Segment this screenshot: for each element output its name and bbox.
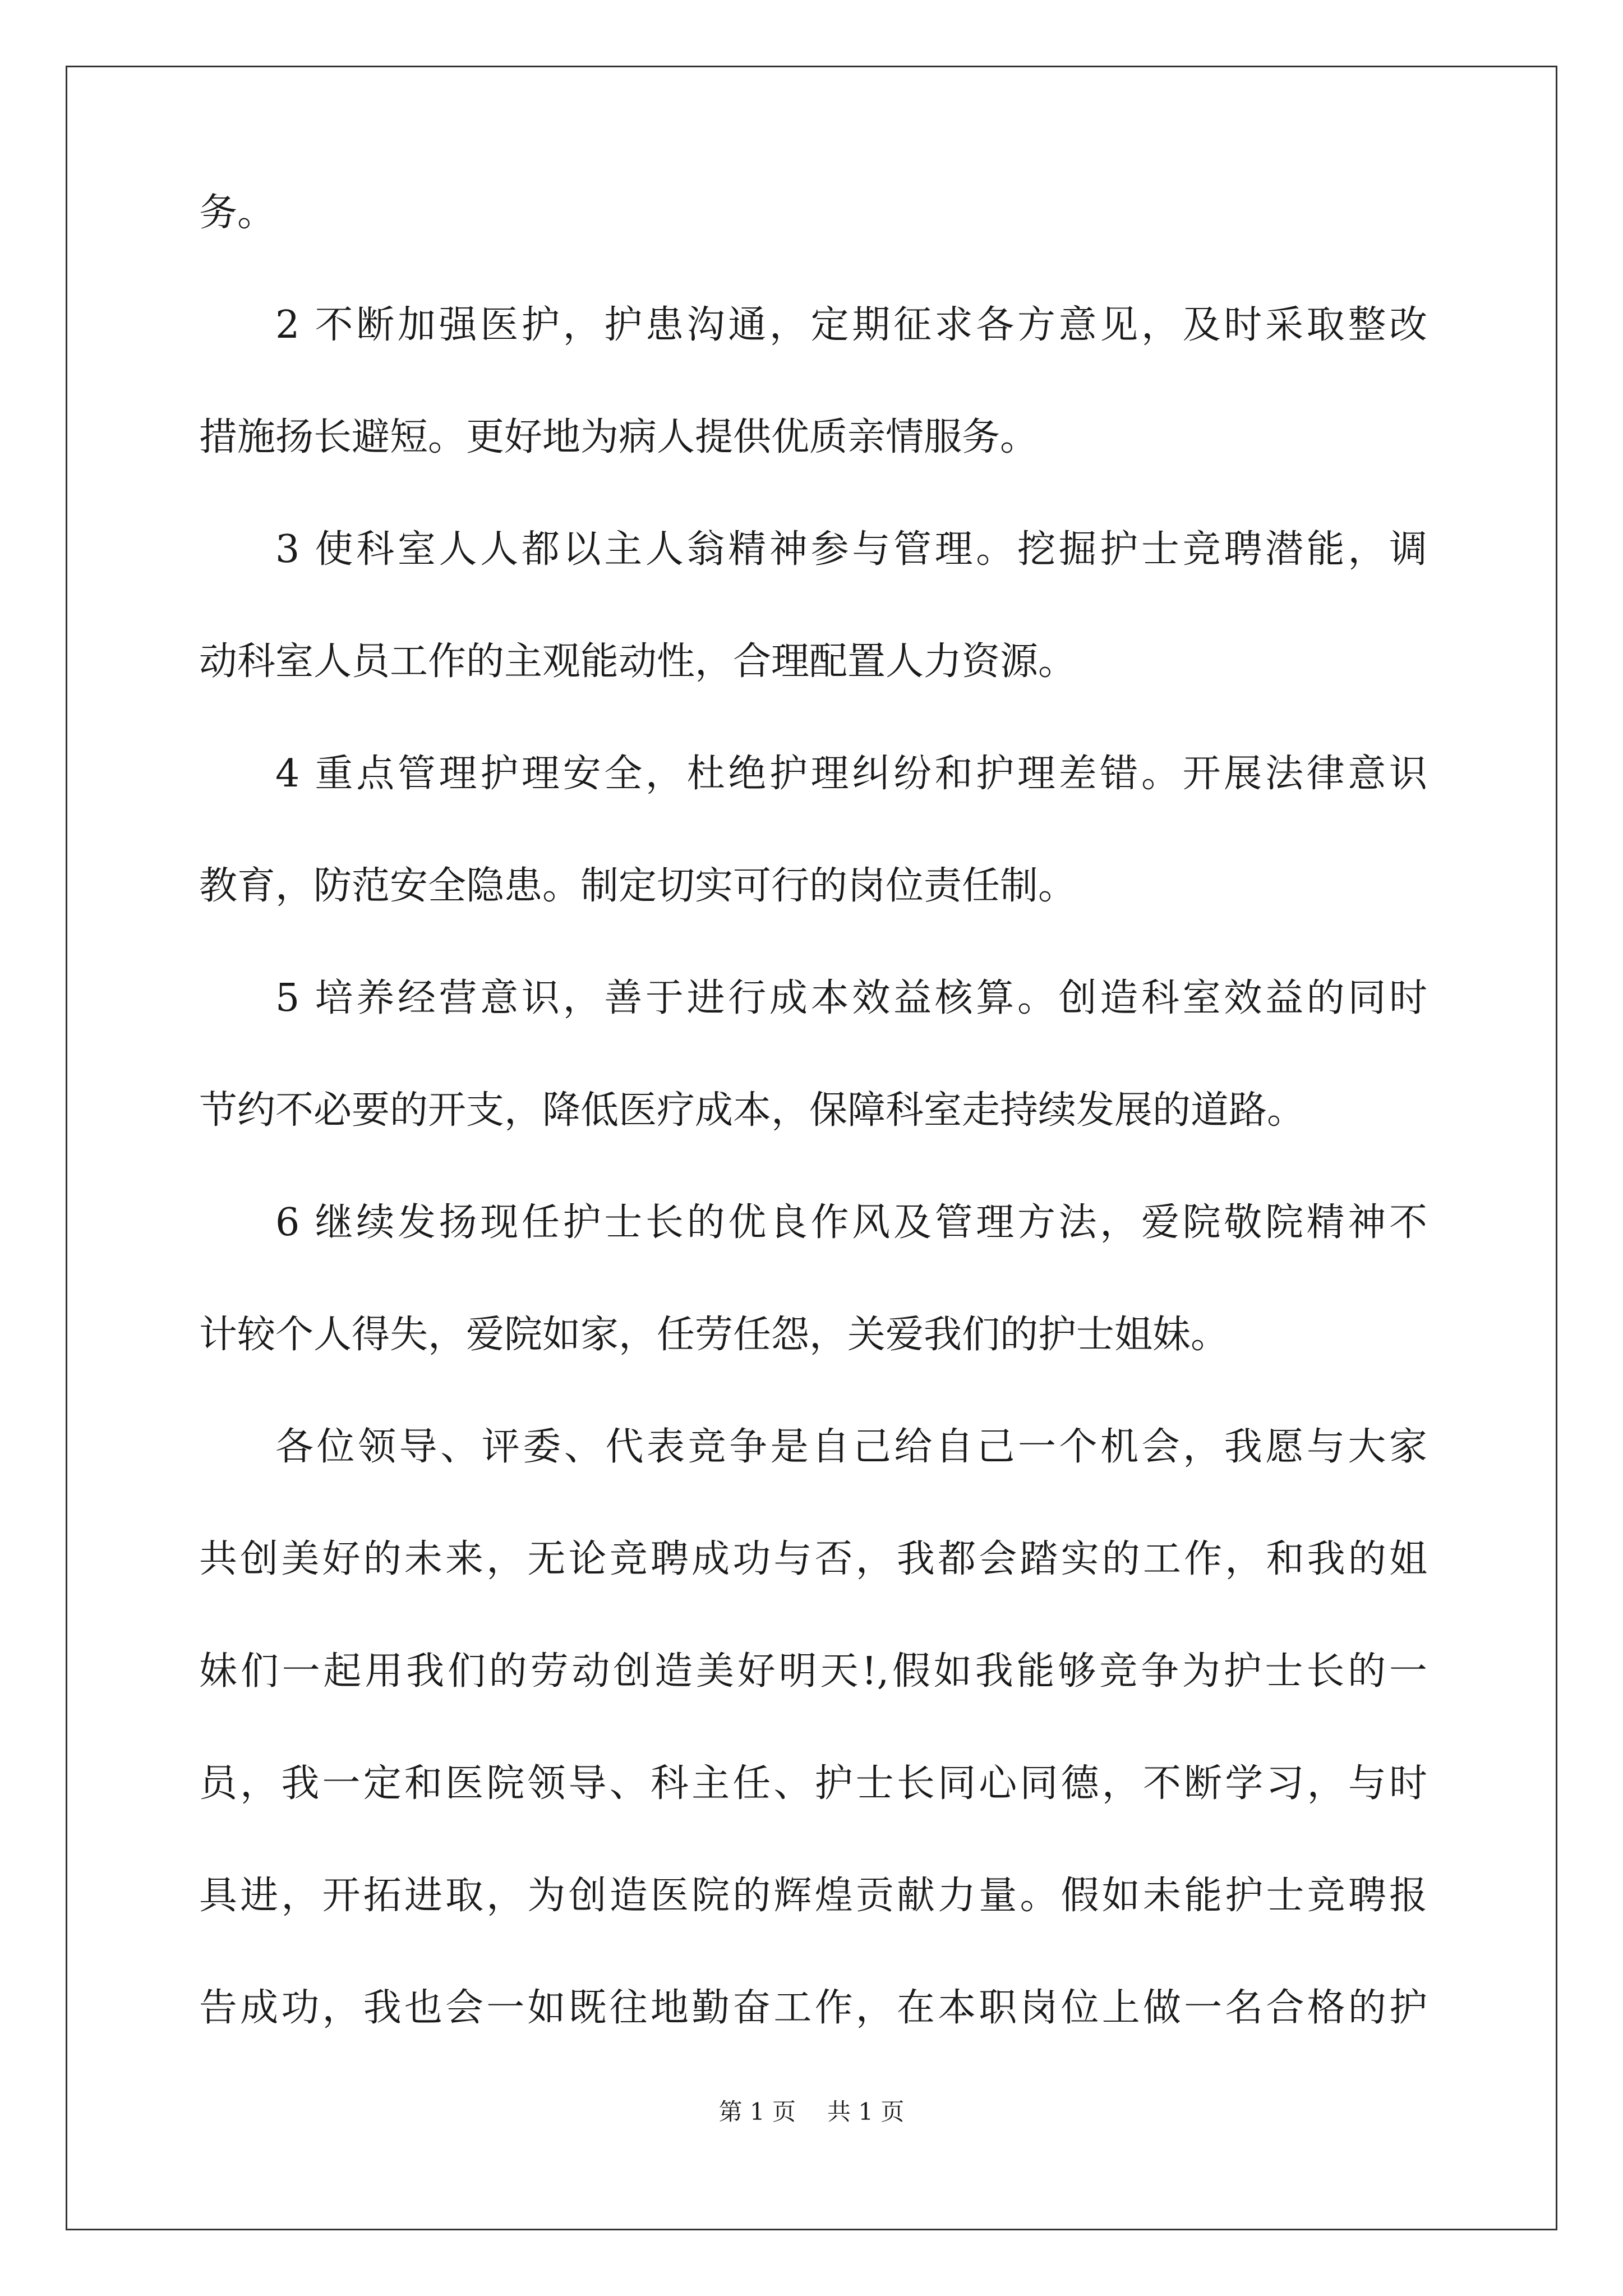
text-line: 5 培养经营意识，善于进行成本效益核算。创造科室效益的同时 xyxy=(275,976,1427,1020)
text-line: 共创美好的未来，无论竞聘成功与否，我都会踏实的工作，和我的姐 xyxy=(199,1537,1427,1581)
text-line: 动科室人员工作的主观能动性，合理配置人力资源。 xyxy=(199,639,1077,684)
text-line: 措施扬长避短。更好地为病人提供优质亲情服务。 xyxy=(199,415,1039,459)
text-line: 各位领导、评委、代表竞争是自己给自己一个机会，我愿与大家 xyxy=(275,1425,1427,1469)
text-line: 3 使科室人人都以主人翁精神参与管理。挖掘护士竞聘潜能，调 xyxy=(275,527,1427,572)
text-line: 计较个人得失，爱院如家，任劳任怨，关爱我们的护士姐妹。 xyxy=(199,1313,1229,1357)
text-line: 6 继续发扬现任护士长的优良作风及管理方法，爱院敬院精神不 xyxy=(275,1200,1427,1245)
page-number-current: 第 1 页 xyxy=(718,2098,796,2125)
text-line: 具进，开拓进取，为创造医院的辉煌贡献力量。假如未能护士竞聘报 xyxy=(199,1874,1427,1918)
page-footer xyxy=(0,2098,1623,2126)
text-line: 2 不断加强医护，护患沟通，定期征求各方意见，及时采取整改 xyxy=(275,303,1427,347)
text-line: 员，我一定和医院领导、科主任、护士长同心同德，不断学习，与时 xyxy=(199,1761,1427,1806)
text-line: 告成功，我也会一如既往地勤奋工作，在本职岗位上做一名合格的护 xyxy=(199,1986,1427,2030)
text-line: 务。 xyxy=(199,191,276,235)
text-line: 4 重点管理护理安全，杜绝护理纠纷和护理差错。开展法律意识 xyxy=(275,752,1427,796)
text-line: 妹们一起用我们的劳动创造美好明天!,假如我能够竞争为护士长的一 xyxy=(199,1649,1427,1694)
text-line: 教育，防范安全隐患。制定切实可行的岗位责任制。 xyxy=(199,864,1077,908)
page-number-total: 共 1 页 xyxy=(827,2098,905,2125)
text-line: 节约不必要的开支，降低医疗成本，保障科室走持续发展的道路。 xyxy=(199,1088,1306,1133)
